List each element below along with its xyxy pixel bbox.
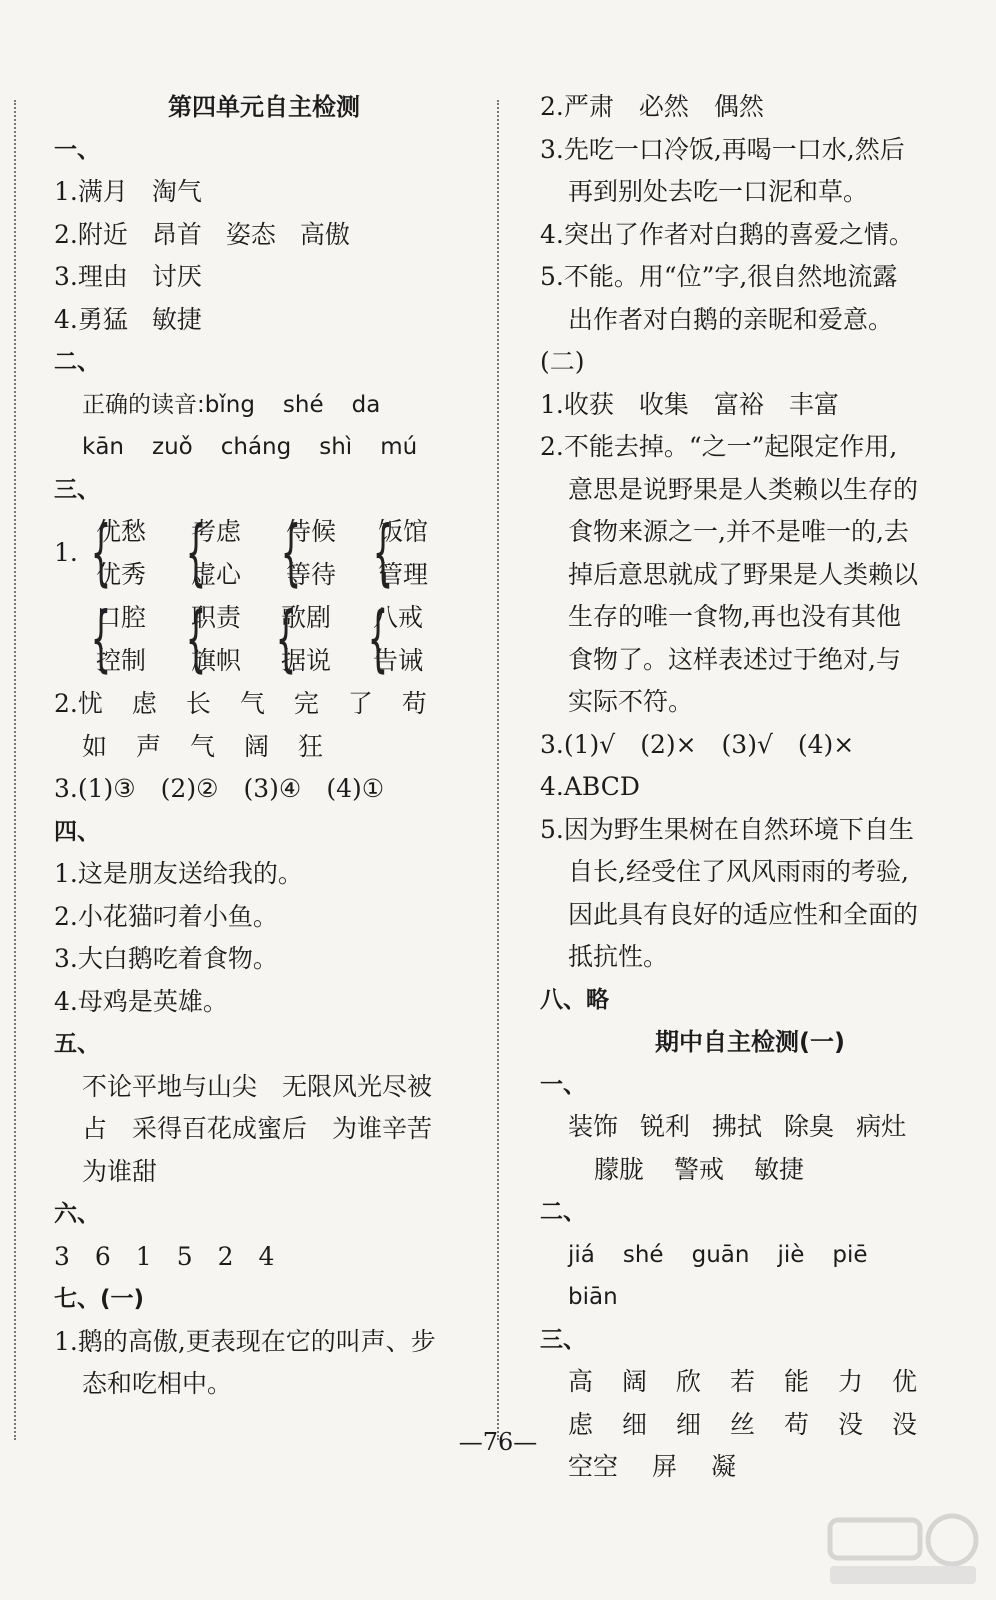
section-heading: 四、: [54, 818, 100, 845]
answer-line: 1.这是朋友送给我的。: [54, 859, 303, 888]
watermark-logo-icon: [822, 1510, 982, 1590]
section-heading: 五、: [54, 1031, 100, 1057]
answer-line: 为谁甜: [82, 1156, 158, 1186]
answer-line: 4.母鸡是英雄。: [54, 986, 228, 1016]
answer-line: 4.突出了作者对白鹅的喜爱之情。: [540, 219, 914, 249]
section-heading: 三、: [54, 476, 100, 503]
answer-line: 生存的唯一食物,再也没有其他: [568, 602, 901, 631]
answer-line: 装饰 锐利 拂拭 除臭 病灶: [568, 1112, 907, 1141]
answer-line: 掉后意思就成了野果是人类赖以: [568, 559, 919, 589]
answer-line: 因此具有良好的适应性和全面的: [568, 899, 919, 929]
answer-line: 意思是说野果是人类赖以生存的: [568, 474, 919, 504]
answer-line: 食物来源之一,并不是唯一的,去: [568, 517, 909, 546]
answer-line: 2.忧 虑 长 气 完 了 苟: [54, 689, 427, 718]
answer-line: 1.满月 淘气: [54, 177, 202, 206]
answer-line: 不论平地与山尖 无限风光尽被: [82, 1071, 433, 1101]
section-title: 第四单元自主检测: [168, 93, 360, 121]
answer-line: 空空 屏 凝: [568, 1452, 737, 1481]
word-pair: { 歌剧 据说: [269, 597, 331, 683]
word-pair-row: [54, 597, 474, 683]
answer-line: 4.勇猛 敏捷: [54, 304, 202, 334]
answer-line: 实际不符。: [568, 687, 694, 716]
page-number: —76—: [458, 1428, 538, 1456]
pinyin-line: kān zuǒ cháng shì mú: [82, 434, 418, 460]
answer-line: 出作者对白鹅的亲昵和爱意。: [568, 304, 894, 334]
answer-line: 4.ABCD: [540, 772, 640, 801]
section-heading: 七、(一): [54, 1286, 145, 1312]
pinyin-line: jiá shé guān jiè piē: [568, 1241, 868, 1268]
answer-line: 2.严肃 必然 偶然: [540, 92, 764, 121]
answer-line: 虑 细 细 丝 苟 没 没: [568, 1409, 918, 1439]
answer-line: 食物了。这样表述过于绝对,与: [568, 644, 901, 674]
word-pair: { 侍候 等待: [274, 511, 336, 597]
section-heading: 八、略: [540, 986, 609, 1013]
section-heading: 三、: [540, 1326, 586, 1353]
answer-line: 3.先吃一口冷饭,再喝一口水,然后: [540, 134, 905, 164]
answer-line: 2.小花猫叼着小鱼。: [54, 901, 278, 931]
section-heading: 一、: [54, 136, 100, 163]
word-pair: { 饭馆 管理: [366, 511, 428, 597]
section-heading: 一、: [540, 1071, 586, 1098]
answer-line: 1.收获 收集 富裕 丰富: [540, 389, 839, 419]
section-heading: 六、: [54, 1201, 100, 1227]
word-pair: { 职责 旗帜: [179, 597, 241, 683]
answer-line: 如 声 气 阔 狂: [82, 731, 324, 761]
answer-line: 5.不能。用“位”字,很自然地流露: [540, 262, 898, 291]
answer-line: 3.(1)√ (2)× (3)√ (4)×: [540, 729, 855, 759]
answer-line: 高 阔 欣 若 能 力 优: [568, 1367, 918, 1396]
answer-line: 3.理由 讨厌: [54, 262, 202, 291]
right-column: [540, 86, 960, 1489]
word-pair: { 八戒 告诫: [361, 597, 423, 683]
answer-line: 2.不能去掉。“之一”起限定作用,: [540, 432, 898, 461]
section-title: 期中自主检测(一): [655, 1028, 845, 1056]
answer-line: 再到别处去吃一口泥和草。: [568, 177, 869, 206]
column-divider: [497, 100, 499, 1440]
answer-line: 抵抗性。: [568, 942, 669, 971]
word-pair: { 考虑 虚心: [179, 511, 241, 597]
answer-line: 3 6 1 5 2 4: [54, 1241, 275, 1271]
answer-line: 自长,经受住了风风雨雨的考验,: [568, 857, 909, 886]
answer-line: 1.鹅的高傲,更表现在它的叫声、步: [54, 1326, 436, 1356]
answer-line: 5.因为野生果树在自然环境下自生: [540, 814, 914, 844]
answer-line: 3.大白鹅吃着食物。: [54, 944, 278, 973]
left-column: [54, 86, 474, 1406]
section-heading: 二、: [540, 1199, 586, 1225]
section-heading: 二、: [54, 349, 100, 375]
answer-line: 占 采得百花成蜜后 为谁辛苦: [82, 1114, 433, 1143]
answer-line: 朦胧 警戒 敏捷: [594, 1154, 805, 1184]
section-heading: (二): [540, 347, 585, 376]
word-pair-row: 1. { 优愁 优秀 { 考虑 虚心 { 侍候 等待 { 饭馆 管理: [54, 511, 474, 597]
answer-line: 态和吃相中。: [82, 1369, 233, 1398]
word-pair: { 口腔 控制: [84, 597, 146, 683]
answer-line: 2.附近 昂首 姿态 高傲: [54, 219, 350, 249]
pinyin-line: 正确的读音:bǐng shé da: [82, 391, 381, 418]
answer-line: 3.(1)③ (2)② (3)④ (4)①: [54, 774, 385, 803]
word-pair: { 优愁 优秀: [84, 511, 146, 597]
pinyin-line: biān: [568, 1284, 618, 1310]
left-margin-divider: [14, 100, 16, 1440]
